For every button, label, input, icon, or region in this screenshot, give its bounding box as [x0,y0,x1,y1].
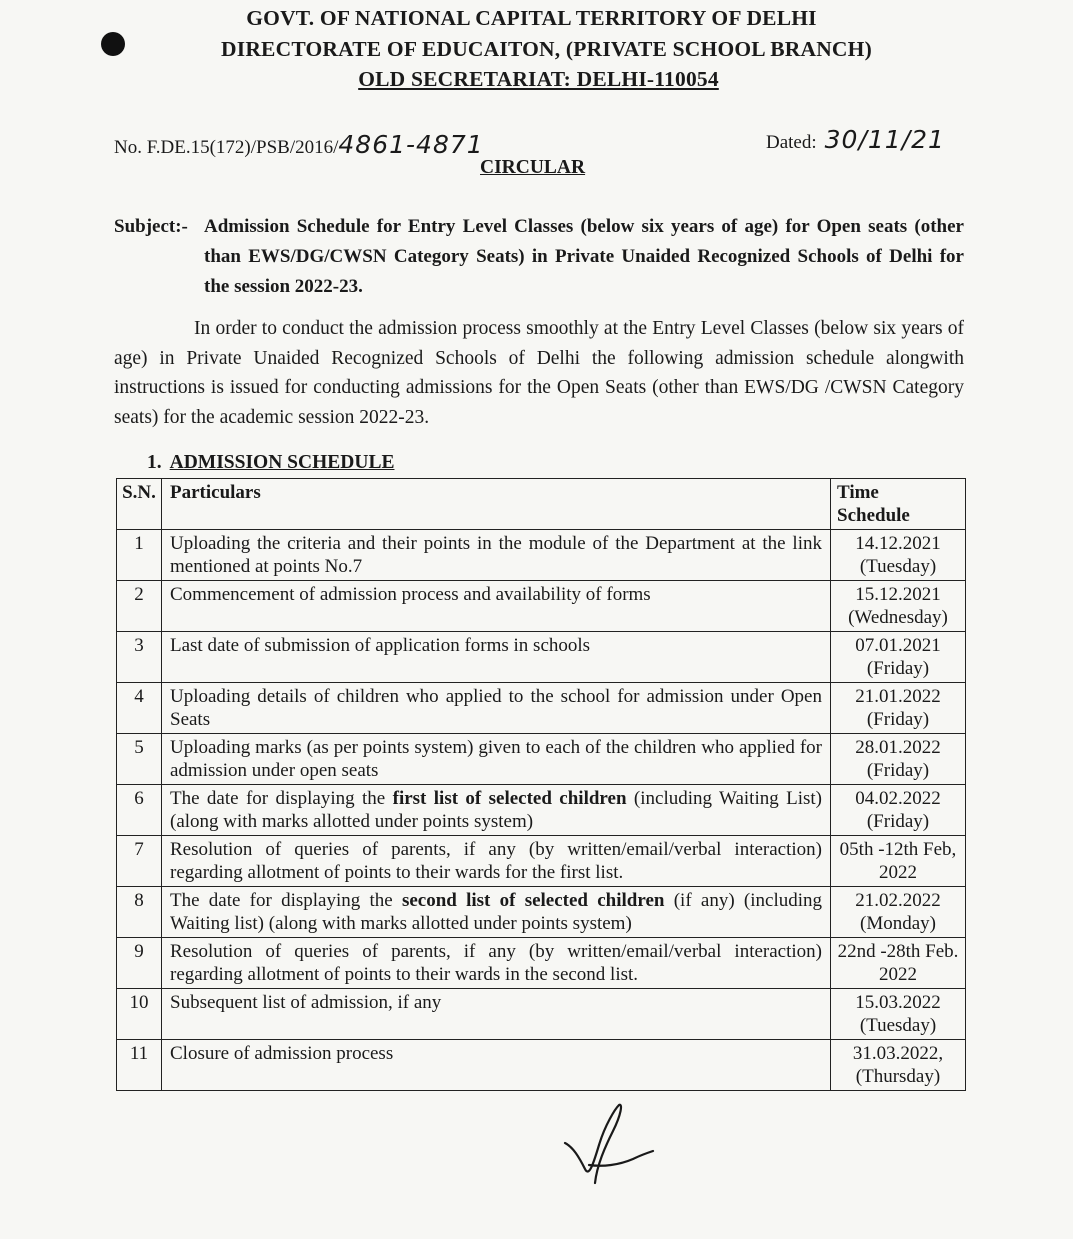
row-particulars [162,785,831,836]
row-time-day: 2022 [879,862,917,883]
row-sn: 1 [117,530,162,581]
row-time-schedule [831,836,966,887]
reference-number [114,130,484,159]
row-particulars-bold: second list of selected children [401,890,665,911]
row-particulars-text: The date for displaying the [170,890,402,911]
section-number: 1. [147,452,162,473]
table-row [117,683,966,734]
table-row [117,836,966,887]
table-row [117,581,966,632]
row-particulars-text-tail: (if any) (including Waiting list) (along with marks allotted under points system) [170,890,823,934]
row-particulars-text: Uploading the criteria and their points in the module of the Department at the link mentioned at points No.7 [170,533,822,577]
row-particulars [162,581,831,632]
header-time-schedule [831,479,966,530]
row-particulars-text: Uploading details of children who applied to the school for admission under Open Seats [170,686,822,730]
table-row [117,734,966,785]
row-sn: 7 [117,836,162,887]
dated-label: Dated: [766,132,817,153]
row-time-date: 04.02.2022 [855,788,941,809]
row-particulars [162,1040,831,1091]
row-particulars [162,989,831,1040]
header-time-line2: Schedule [837,505,910,526]
table-row [117,632,966,683]
table-row [117,785,966,836]
header-address: OLD SECRETARIAT: DELHI-110054 [358,67,719,91]
subject-text: Admission Schedule for Entry Level Classes (below six years of age) for Open seats (other than EWS/DG/CWSN Category Seats) in Private Unaided Recognized Schools of Delhi for the session 2022-23. [204,216,964,297]
row-particulars-text-tail: (including Waiting List) (along with marks allotted under points system) [170,788,822,832]
row-particulars-text: Commencement of admission process and availability of forms [170,584,651,605]
row-particulars [162,530,831,581]
dated [766,125,945,154]
row-sn: 8 [117,887,162,938]
row-time-date: 28.01.2022 [855,737,941,758]
row-particulars-text: Resolution of queries of parents, if any (by written/email/verbal interaction) regarding allotment of points to their wards in the second list. [170,941,822,985]
table-row [117,938,966,989]
row-sn: 5 [117,734,162,785]
reference-number-label: No. F.DE.15(172)/PSB/2016/ [114,137,339,158]
row-particulars [162,632,831,683]
row-sn: 6 [117,785,162,836]
row-time-schedule [831,530,966,581]
row-time-schedule [831,785,966,836]
row-particulars [162,938,831,989]
table-row [117,887,966,938]
row-particulars [162,836,831,887]
row-time-schedule [831,989,966,1040]
row-time-day: (Monday) [860,913,936,934]
signature-icon [555,1095,665,1195]
row-time-schedule [831,683,966,734]
header-directorate: DIRECTORATE OF EDUCAITON, (PRIVATE SCHOOL BRANCH) [221,37,872,61]
intro-paragraph: In order to conduct the admission process smoothly at the Entry Level Classes (below six years of age) in Private Unaided Recognized Schools of Delhi the following admission schedule alongwith instructions is issued for conducting admissions for the Open Seats (other than EWS/DG /CWSN Category seats) for the academic session 2022-23. [114,318,964,428]
header-govt: GOVT. OF NATIONAL CAPITAL TERRITORY OF DELHI [246,6,817,30]
row-time-schedule [831,887,966,938]
row-time-date: 21.01.2022 [855,686,941,707]
row-sn: 11 [117,1040,162,1091]
row-time-date: 15.03.2022 [855,992,941,1013]
row-time-date: 14.12.2021 [855,533,941,554]
row-time-day: (Friday) [866,811,930,832]
header-particulars: Particulars [162,479,831,530]
row-particulars [162,887,831,938]
row-time-date: 07.01.2021 [855,635,941,656]
row-sn: 3 [117,632,162,683]
row-time-day: (Tuesday) [859,1015,937,1036]
row-particulars [162,734,831,785]
row-time-date: 15.12.2021 [855,584,941,605]
header-time-line1: Time [837,482,879,503]
row-particulars-text: The date for displaying the [170,788,393,809]
row-particulars-text: Closure of admission process [170,1043,394,1064]
row-time-day: (Tuesday) [859,556,937,577]
table-row [117,989,966,1040]
table-body [117,530,966,1091]
admission-schedule-table [116,478,966,1091]
row-time-date: 31.03.2022, [852,1043,944,1064]
row-time-date: 21.02.2022 [855,890,941,911]
dated-handwritten: 30/11/21 [824,125,945,154]
row-time-schedule [831,938,966,989]
row-particulars-text: Last date of submission of application forms in schools [170,635,591,656]
row-time-date: 05th -12th Feb, [839,839,957,860]
row-time-schedule [831,734,966,785]
row-time-date: 22nd -28th Feb. [837,941,959,962]
row-sn: 9 [117,938,162,989]
row-time-schedule [831,1040,966,1091]
table-row [117,530,966,581]
subject [114,212,964,297]
row-sn: 2 [117,581,162,632]
row-particulars-text: Resolution of queries of parents, if any (by written/email/verbal interaction) regarding allotment of points to their wards for the first list. [170,839,822,883]
row-sn: 4 [117,683,162,734]
reference-number-handwritten: 4861-4871 [338,130,484,159]
row-time-schedule [831,581,966,632]
row-time-schedule [831,632,966,683]
header-sn: S.N. [117,479,162,530]
table-header-row [117,479,966,530]
row-time-day: (Wednesday) [848,607,948,628]
section-title: ADMISSION SCHEDULE [169,452,395,473]
row-particulars-bold: first list of selected children [392,788,627,809]
section-heading [147,452,394,474]
row-time-day: (Friday) [866,760,930,781]
row-particulars-text: Uploading marks (as per points system) given to each of the children who applied for admission under open seats [170,737,822,781]
row-particulars [162,683,831,734]
row-time-day: 2022 [879,964,917,985]
row-sn: 10 [117,989,162,1040]
subject-label: Subject:- [114,216,188,237]
table-row [117,1040,966,1091]
row-time-day: (Friday) [866,658,930,679]
circular-title: CIRCULAR [480,157,586,178]
row-particulars-text: Subsequent list of admission, if any [170,992,442,1013]
row-time-day: (Thursday) [855,1066,941,1087]
row-time-day: (Friday) [866,709,930,730]
